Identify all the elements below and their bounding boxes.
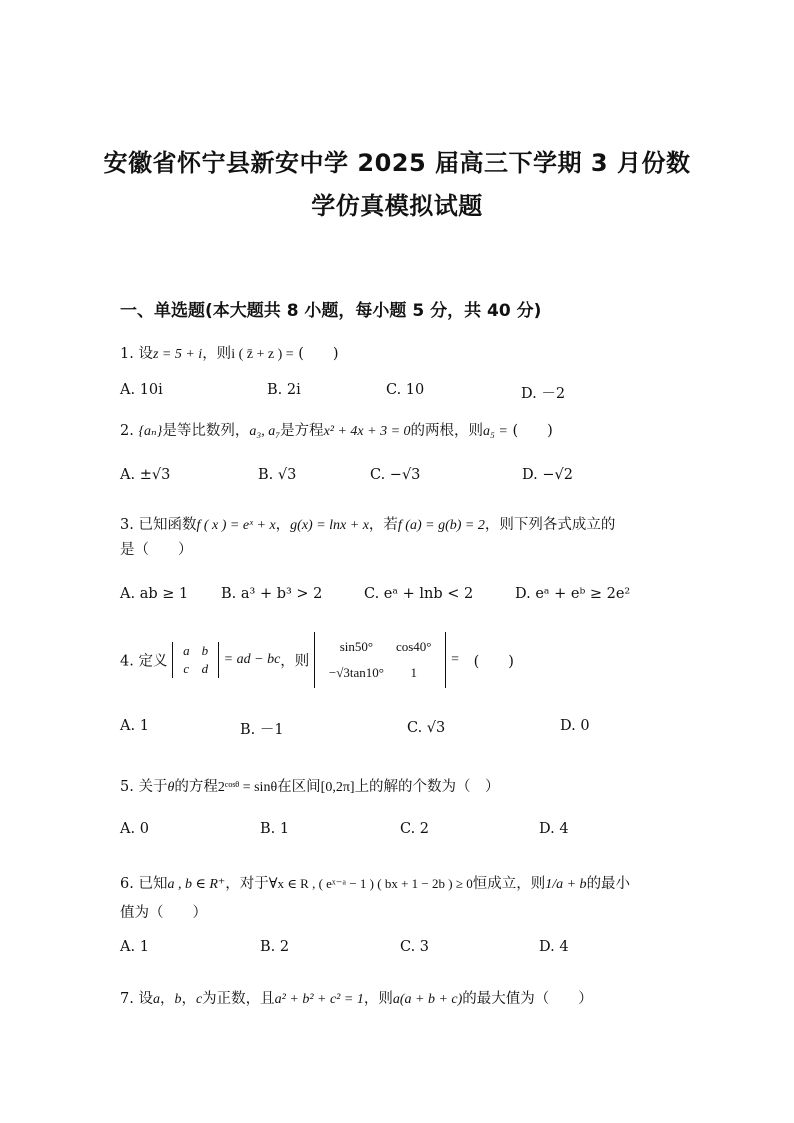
- option-c: C. eᵃ + lnb < 2: [364, 586, 474, 602]
- option-b: B. a³ + b³ > 2: [221, 586, 323, 602]
- exam-title-line2: 学仿真模拟试题: [311, 192, 483, 220]
- option-a: A. ±√3: [120, 467, 171, 483]
- math-expression: f ( x ) = eˣ + x: [196, 518, 276, 533]
- option-d: D. eᵃ + eᵇ ≥ 2e²: [515, 586, 631, 602]
- question-7: 7. 设a，b，c为正数，且a² + b² + c² = 1，则a(a + b + c)的最大值为（ ）: [120, 991, 593, 1007]
- math-expression: [0,2π]: [320, 780, 355, 795]
- math-expression: θ: [167, 780, 175, 795]
- question-6-continued: 值为（ ）: [120, 905, 207, 921]
- option-b: B. 2: [260, 939, 290, 955]
- option-c: C. 3: [400, 939, 430, 955]
- option-d: D. －2: [521, 386, 566, 402]
- math-expression: z = 5 + i: [152, 347, 203, 362]
- math-expression: x² + 4x + 3 = 0: [323, 424, 411, 439]
- question-3-continued: 是（ ）: [120, 542, 193, 558]
- section-heading: 一、单选题(本大题共 8 小题，每小题 5 分，共 40 分): [120, 301, 542, 321]
- option-a: A. 10i: [120, 382, 163, 398]
- math-expression: a(a + b + c): [392, 992, 463, 1007]
- option-a: A. 0: [120, 821, 149, 837]
- option-c: C. √3: [407, 720, 446, 736]
- option-b: B. －1: [240, 722, 284, 738]
- math-expression: i ( z̄ + z ) =: [231, 347, 294, 362]
- math-expression: 1/a + b: [545, 877, 587, 892]
- option-a: A. ab ≥ 1: [120, 586, 189, 602]
- math-expression: 2ᶜᵒˢᶿ = sinθ: [217, 780, 278, 795]
- option-c: C. −√3: [370, 467, 421, 483]
- question-4: 4. 定义 a b c d = ad − bc，则 sin50° cos40° −√3tan10° 1 = ( ): [120, 632, 514, 688]
- option-b: B. √3: [258, 467, 297, 483]
- math-expression: f (a) = g(b) = 2: [397, 518, 485, 533]
- option-b: B. 2i: [267, 382, 301, 398]
- option-b: B. 1: [260, 821, 290, 837]
- question-6: 6. 已知a , b ∈ R⁺，对于∀x ∈ R , ( eˣ⁻ᵃ − 1 ) ( bx + 1 − 2b ) ≥ 0恒成立，则1/a + b的最小: [120, 876, 631, 892]
- math-expression: a , b ∈ R⁺: [167, 877, 226, 892]
- determinant-definition: a b c d: [172, 642, 219, 678]
- math-expression: x ∈ R , ( eˣ⁻ᵃ − 1 ) ( bx + 1 − 2b ) ≥ 0: [277, 876, 473, 891]
- question-2: 2. {aₙ}是等比数列，a₃, a₇是方程x² + 4x + 3 = 0的两根，则a₅ = ( ): [120, 423, 553, 439]
- option-a: A. 1: [120, 718, 149, 734]
- math-expression: {aₙ}: [138, 424, 163, 439]
- math-expression: g(x) = lnx + x: [290, 518, 369, 533]
- option-d: D. 0: [560, 718, 590, 734]
- option-c: C. 2: [400, 821, 430, 837]
- exam-title-line1: 安徽省怀宁县新安中学 2025 届高三下学期 3 月份数: [103, 149, 691, 177]
- option-d: D. 4: [539, 939, 569, 955]
- determinant-expression: sin50° cos40° −√3tan10° 1: [314, 632, 447, 688]
- question-3: 3. 已知函数f ( x ) = eˣ + x，g(x) = lnx + x，若f (a) = g(b) = 2，则下列各式成立的: [120, 517, 616, 533]
- question-1: 1. 设z = 5 + i，则i ( z̄ + z ) = ( ): [120, 346, 339, 362]
- math-expression: a² + b² + c² = 1: [274, 992, 364, 1007]
- math-expression: a₅ =: [483, 424, 508, 439]
- option-c: C. 10: [386, 382, 425, 398]
- question-5: 5. 关于θ的方程2ᶜᵒˢᶿ = sinθ在区间[0,2π]上的解的个数为（ ）: [120, 779, 500, 795]
- option-d: D. 4: [539, 821, 569, 837]
- option-a: A. 1: [120, 939, 149, 955]
- option-d: D. −√2: [522, 467, 573, 483]
- math-expression: a₃, a₇: [249, 424, 281, 439]
